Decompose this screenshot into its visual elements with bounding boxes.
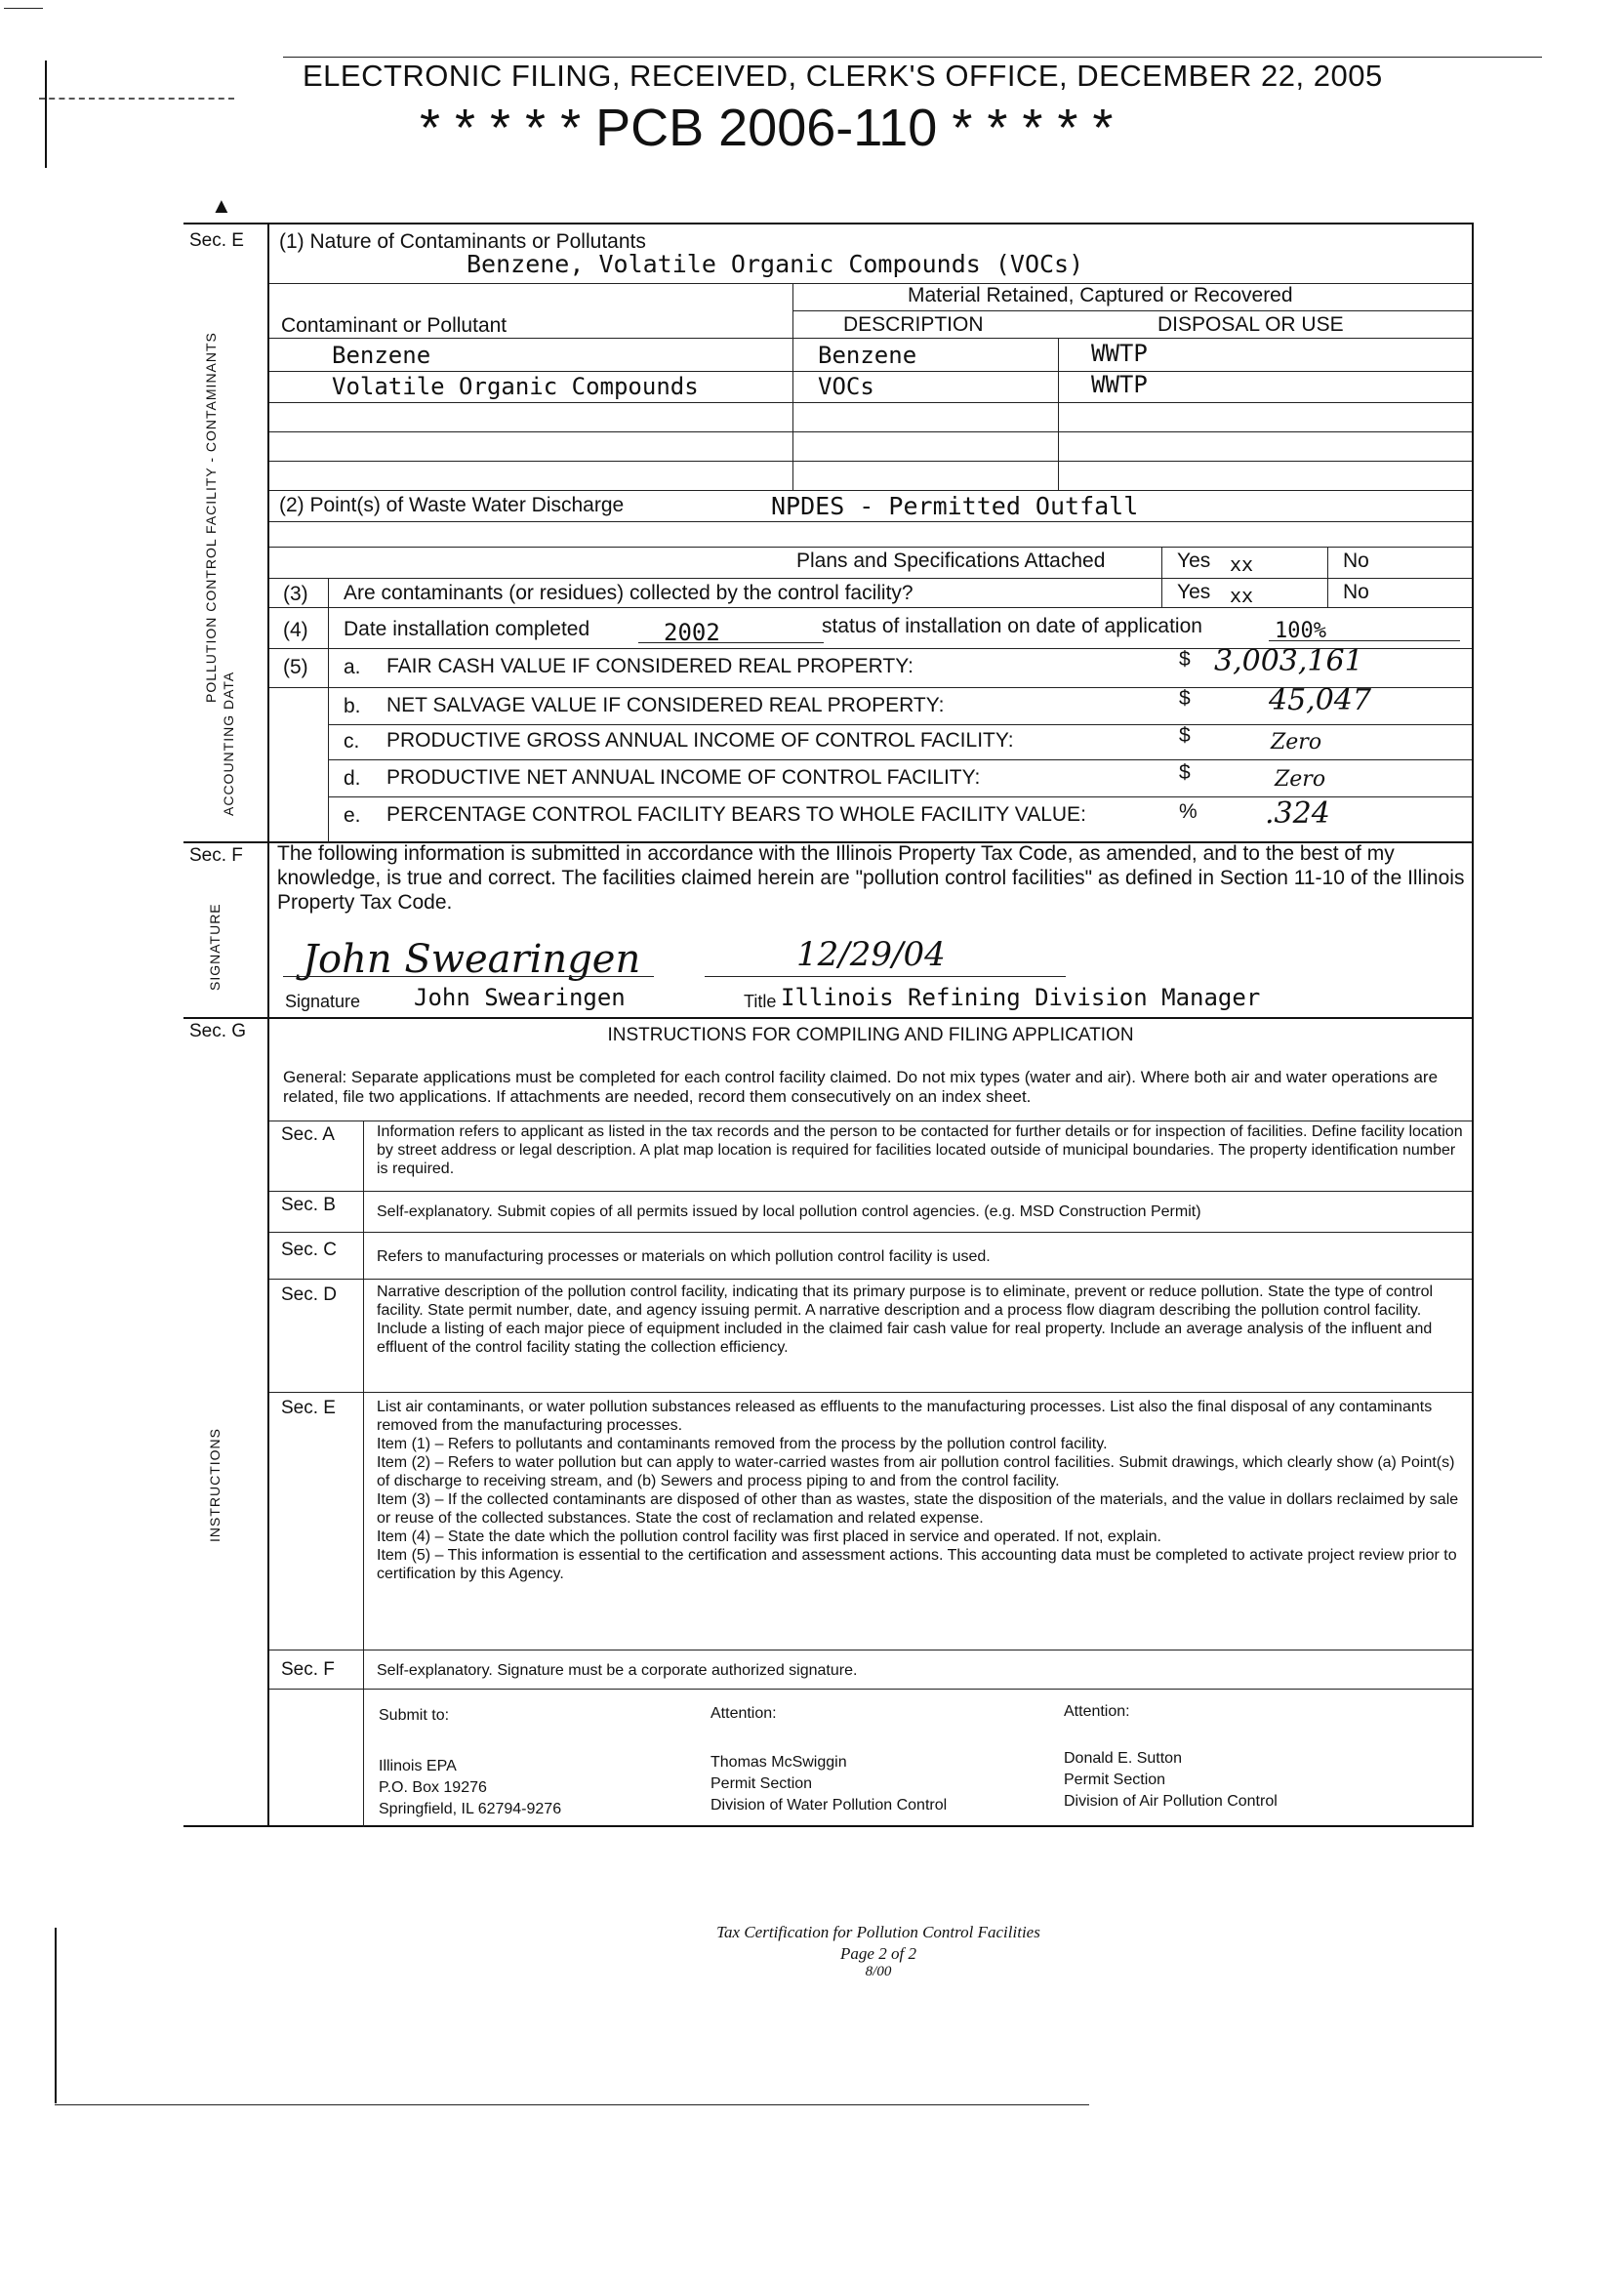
instructions-heading: INSTRUCTIONS FOR COMPILING AND FILING APPLICATION [607, 1025, 1134, 1045]
plans-label: Plans and Specifications Attached [796, 550, 1106, 572]
signature-label: Signature [285, 992, 361, 1011]
item1-label: (1) Nature of Contaminants or Pollutants [279, 230, 646, 253]
col-disposal-header: DISPOSAL OR USE [1157, 313, 1344, 336]
scan-edge-left-bottom [55, 1928, 57, 2103]
date-underline [705, 976, 1066, 977]
acct-b-unit: $ [1179, 687, 1191, 710]
col-line [1161, 547, 1162, 607]
row-line [269, 607, 1472, 608]
acct-c-unit: $ [1179, 724, 1191, 747]
attention-water-label: Attention: [710, 1705, 777, 1722]
scan-edge-bottom [55, 2104, 1089, 2105]
submit-to-label: Submit to: [379, 1707, 450, 1724]
acct-b-value: 45,047 [1269, 683, 1371, 717]
item4-label: Date installation completed [344, 618, 590, 640]
item4-status-value: 100% [1275, 619, 1326, 643]
instr-sec-e-text: List air contaminants, or water pollution substances released as effluents to the manufacturing processes. List also the final disposal of any contaminants removed from the manufacturing processes. Item (1) – Refers to pollutants and contaminants removed from the process by the pollution control facility. Item (2) – Refers to water pollution but can apply to water-carried wastes from air pollution control facilities. Submit drawings, which clearly show (a) Point(s) of discharge to receiving stream, and (b) Sewers and process piping to and from the control facility. Item (3) – If the collected contaminants are disposed of other than as wastes, state the disposition of the materials, and the value in dollars reclaimed by sale or reuse of the collected substances. State the cost of reclamation and related expense. Item (4) – State the date which the pollution control facility was first placed in service and operated. If not, explain. Item (5) – This information is essential to the certification and assessment actions. This accounting data must be completed to activate project review prior to certification by this Agency. [377, 1399, 1459, 1582]
instr-sec-c-label: Sec. C [281, 1240, 338, 1260]
item2-label: (2) Point(s) of Waste Water Discharge [279, 494, 625, 516]
acct-d-letter: d. [344, 767, 361, 790]
attention-air-label: Attention: [1064, 1703, 1130, 1720]
acct-a-value: 3,003,161 [1214, 644, 1363, 678]
form-bottom-border [183, 1825, 1474, 1827]
scan-edge-left [45, 61, 47, 168]
acct-e-letter: e. [344, 804, 361, 827]
sec-e-label: Sec. E [189, 230, 244, 251]
title-value: Illinois Refining Division Manager [781, 984, 1261, 1011]
attention-air-line-3: Division of Air Pollution Control [1064, 1793, 1278, 1810]
item3-yes-mark: xx [1230, 584, 1254, 607]
row-line [328, 724, 1472, 725]
sec-g-divider [183, 1017, 1474, 1019]
instr-sec-c-text: Refers to manufacturing processes or materials on which pollution control facility is used. [377, 1248, 991, 1265]
row-line [269, 547, 1472, 548]
scan-corner-mark [4, 8, 43, 9]
row-line [269, 1191, 1472, 1192]
acct-a-unit: $ [1179, 648, 1191, 671]
status-underline [1269, 640, 1460, 641]
instr-sec-b-text: Self-explanatory. Submit copies of all permits issued by local pollution control agencies. (e.g. MSD Construction Permit) [377, 1203, 1201, 1220]
acct-d-label: PRODUCTIVE NET ANNUAL INCOME OF CONTROL FACILITY: [386, 766, 981, 789]
submit-to-line-3: Springfield, IL 62794-9276 [379, 1801, 562, 1817]
col-line [328, 578, 329, 843]
plans-yes-mark: xx [1230, 552, 1254, 576]
col-description-header: DESCRIPTION [843, 313, 984, 336]
date-underline [638, 642, 824, 643]
col-line [792, 283, 793, 490]
row-line [328, 759, 1472, 760]
side-label-signature: SIGNATURE [207, 903, 223, 991]
footer-revision: 8/00 [865, 1964, 892, 1979]
item1-value: Benzene, Volatile Organic Compounds (VOCs) [467, 250, 1084, 278]
sec-f-statement: The following information is submitted in accordance with the Illinois Property Tax Code, as amended, and to the best of my knowledge, is true and correct. The facilities claimed herein are "pollution control facilities" as defined in Section 11-10 of the Illinois Property Tax Code. [277, 842, 1465, 914]
item4-status-label: status of installation on date of application [822, 615, 1202, 637]
scan-mark-icon: ▲ [211, 193, 232, 218]
item4-date: 2002 [664, 619, 720, 646]
item3-num: (3) [283, 583, 308, 605]
acct-a-label: FAIR CASH VALUE IF CONSIDERED REAL PROPERTY: [386, 655, 914, 677]
plans-yes-label: Yes [1177, 550, 1211, 572]
acct-c-label: PRODUCTIVE GROSS ANNUAL INCOME OF CONTROL FACILITY: [386, 729, 1014, 752]
instr-sec-b-label: Sec. B [281, 1195, 336, 1215]
signature-underline [283, 976, 654, 977]
attention-air-line-1: Donald E. Sutton [1064, 1750, 1182, 1767]
footer-page-number: Page 2 of 2 [840, 1944, 916, 1963]
instr-sec-e-label: Sec. E [281, 1398, 336, 1418]
submit-to-line-1: Illinois EPA [379, 1758, 457, 1774]
item3-no-label: No [1343, 581, 1369, 603]
attention-water-line-2: Permit Section [710, 1775, 813, 1792]
row-line [269, 1689, 1472, 1690]
item4-num: (4) [283, 619, 308, 641]
acct-d-unit: $ [1179, 761, 1191, 784]
side-label-accounting: ACCOUNTING DATA [221, 671, 236, 816]
row-line [269, 402, 1472, 403]
side-label-contaminants: POLLUTION CONTROL FACILITY - CONTAMINANTS [203, 332, 219, 703]
row-line [269, 521, 1472, 522]
instr-sec-f-label: Sec. F [281, 1659, 335, 1680]
sec-f-label: Sec. F [189, 845, 243, 866]
row1-disposal: WWTP [1091, 340, 1148, 367]
title-label: Title [744, 992, 777, 1011]
scan-edge-dash [39, 98, 234, 100]
pcb-case-number: * * * * * PCB 2006-110 * * * * * [420, 99, 1114, 157]
submit-to-line-2: P.O. Box 19276 [379, 1779, 487, 1796]
plans-no-label: No [1343, 550, 1369, 572]
item5-num: (5) [283, 656, 308, 678]
material-header: Material Retained, Captured or Recovered [908, 284, 1293, 306]
instr-sec-d-label: Sec. D [281, 1284, 338, 1305]
row1-description: Benzene [818, 342, 917, 369]
signature-name: John Swearingen [414, 984, 626, 1011]
col-line [1058, 338, 1059, 490]
attention-water-line-3: Division of Water Pollution Control [710, 1797, 948, 1813]
row1-contaminant: Benzene [332, 342, 431, 369]
attention-air-line-2: Permit Section [1064, 1772, 1166, 1788]
instr-sec-d-text: Narrative description of the pollution control facility, indicating that its primary purpose is to eliminate, prevent or reduce pollution. State the type of control facility. State permit number, date, and agency issuing permit. A narrative description and a process flow diagram describing the pollution control facility. Include a listing of each major piece of equipment included in the claimed fair cash value for real property. Include an average analysis of the influent and effluent of the control facility stating the collection efficiency. [377, 1284, 1434, 1356]
row2-description: VOCs [818, 373, 874, 400]
row-line [269, 1232, 1472, 1233]
col-contaminant-header: Contaminant or Pollutant [281, 314, 508, 337]
col-line [1327, 547, 1328, 607]
row-line [269, 578, 1472, 579]
filing-stamp-line: ELECTRONIC FILING, RECEIVED, CLERK'S OFFICE, DECEMBER 22, 2005 [303, 59, 1383, 93]
row2-contaminant: Volatile Organic Compounds [332, 373, 699, 400]
instr-sec-a-label: Sec. A [281, 1124, 335, 1145]
side-label-instructions: INSTRUCTIONS [207, 1428, 223, 1542]
acct-d-value: Zero [1275, 767, 1326, 792]
item2-value: NPDES - Permitted Outfall [771, 492, 1139, 520]
item3-yes-label: Yes [1177, 581, 1211, 603]
row-line [269, 1392, 1472, 1393]
acct-e-label: PERCENTAGE CONTROL FACILITY BEARS TO WHOLE FACILITY VALUE: [386, 803, 1086, 826]
footer-form-title: Tax Certification for Pollution Control Facilities [716, 1923, 1040, 1941]
row-line [269, 371, 1472, 372]
row-line [269, 490, 1472, 491]
scan-edge-line [283, 57, 1542, 58]
signature-date-script: 12/29/04 [796, 935, 946, 974]
acct-e-value: .324 [1265, 796, 1330, 831]
acct-a-letter: a. [344, 656, 361, 678]
row2-disposal: WWTP [1091, 371, 1148, 398]
item3-label: Are contaminants (or residues) collected by the control facility? [344, 582, 914, 604]
acct-b-label: NET SALVAGE VALUE IF CONSIDERED REAL PROPERTY: [386, 694, 945, 716]
acct-e-unit: % [1179, 800, 1198, 823]
row-line [792, 310, 1472, 311]
instructions-general: General: Separate applications must be completed for each control facility claimed. Do not mix types (water and air). Where both air and water operations are related, file two applications. If attachments are needed, record them consecutively on an index sheet. [283, 1068, 1439, 1106]
row-line [269, 461, 1472, 462]
row-line [269, 338, 1472, 339]
row-line [269, 431, 1472, 432]
instr-sec-a-text: Information refers to applicant as listed in the tax records and the person to be contacted for further details or for inspection of facilities. Define facility location by street address or legal description. A plat map location is required for facilities located outside of municipal boundaries. The property identification number is required. [377, 1123, 1463, 1177]
instr-sec-f-text: Self-explanatory. Signature must be a corporate authorized signature. [377, 1662, 858, 1679]
acct-b-letter: b. [344, 695, 361, 717]
signature-script: John Swearingen [303, 937, 641, 982]
sec-g-label: Sec. G [189, 1021, 247, 1041]
form-top-border [183, 223, 1474, 224]
col-line [363, 1121, 364, 1827]
attention-water-line-1: Thomas McSwiggin [710, 1754, 847, 1771]
row-line [269, 1279, 1472, 1280]
acct-c-letter: c. [344, 730, 360, 753]
acct-c-value: Zero [1271, 730, 1322, 754]
form-right-border [1472, 223, 1474, 1827]
